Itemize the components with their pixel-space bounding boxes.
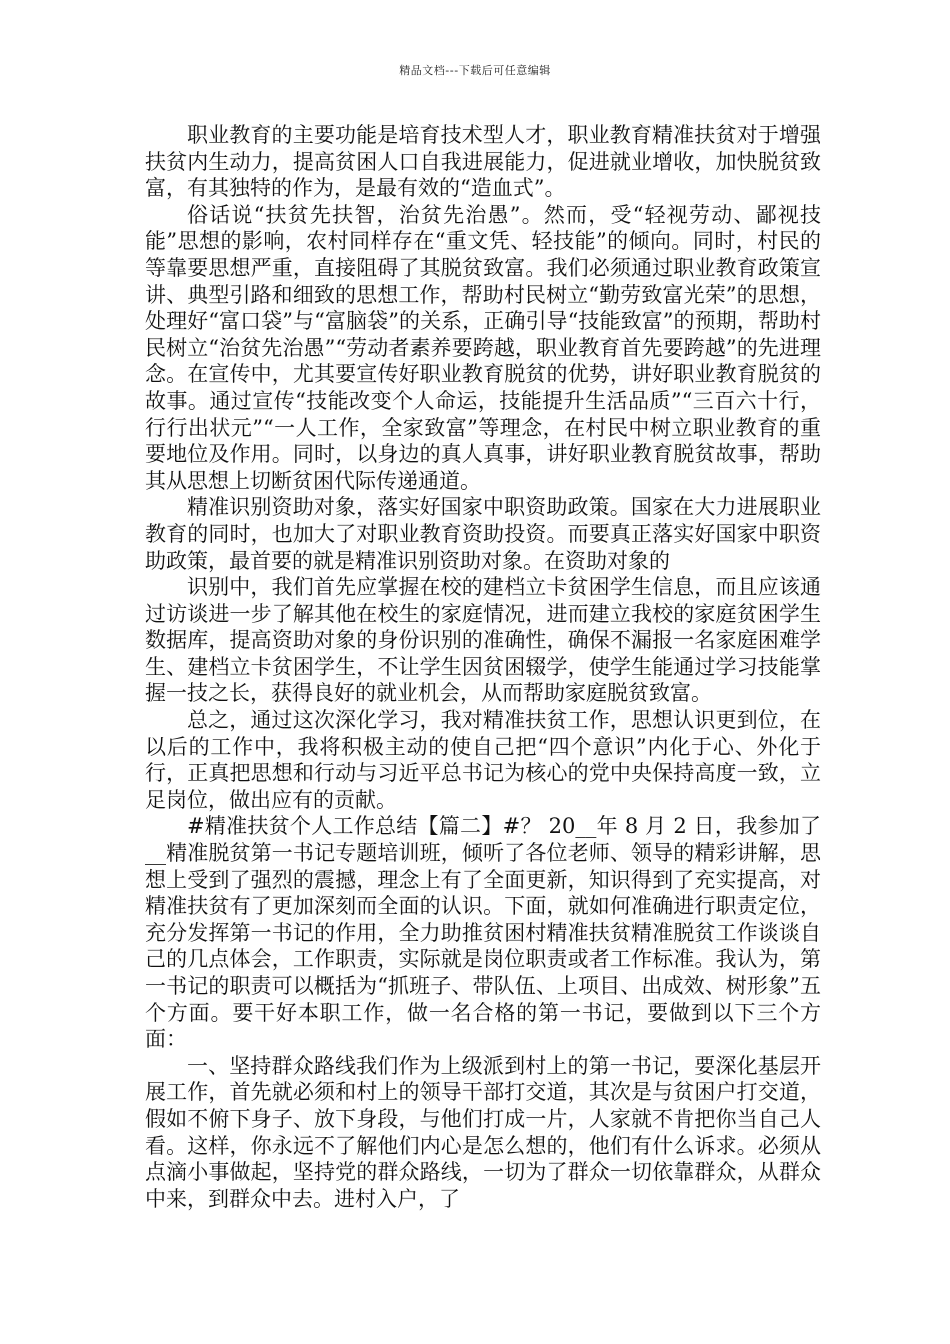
- paragraph-5: 总之，通过这次深化学习，我对精准扶贫工作，思想认识更到位，在以后的工作中，我将积极主动的使自己把“四个意识”内化于心、外化于行，正真把思想和行动与习近平总书记为核心的党中央保持高度一致，立足岗位，做出应有的贡献。: [145, 708, 821, 812]
- paragraph-3: 精准识别资助对象，落实好国家中职资助政策。国家在大力进展职业教育的同时，也加大了对职业教育资助投资。而要真正落实好国家中职资助政策，最首要的就是精准识别资助对象。在资助对象的: [145, 495, 821, 573]
- document-body: [145, 122, 821, 1212]
- paragraph-2: 俗话说“扶贫先扶智，治贫先治愚”。然而，受“轻视劳动、鄙视技能”思想的影响，农村同样存在“重文凭、轻技能”的倾向。同时，村民的等靠要思想严重，直接阻碍了其脱贫致富。我们必须通过职业教育政策宣讲、典型引路和细致的思想工作，帮助村民树立“勤劳致富光荣”的思想，处理好“富口袋”与“富脑袋”的关系，正确引导“技能致富”的预期，帮助村民树立“治贫先治愚”“劳动者素养要跨越，职业教育首先要跨越”的先进理念。在宣传中，尤其要宣传好职业教育脱贫的优势，讲好职业教育脱贫的故事。通过宣传“技能改变个人命运，技能提升生活品质”“三百六十行，行行出状元”“一人工作，全家致富”等理念，在村民中树立职业教育的重要地位及作用。同时，以身边的真人真事，讲好职业教育脱贫故事，帮助其从思想上切断贫困代际传递通道。: [145, 202, 821, 493]
- paragraph-4: 识别中，我们首先应掌握在校的建档立卡贫困学生信息，而且应该通过访谈进一步了解其他在校生的家庭情况，进而建立我校的家庭贫困学生数据库，提高资助对象的身份识别的准确性，确保不漏报一名家庭困难学生、建档立卡贫困学生，不让学生因贫困辍学，使学生能通过学习技能掌握一技之长，获得良好的就业机会，从而帮助家庭脱贫致富。: [145, 575, 821, 706]
- paragraph-6: #精准扶贫个人工作总结【篇二】#？ 20__年 8 月 2 日，我参加了__精准脱贫第一书记专题培训班，倾听了各位老师、领导的精彩讲解，思想上受到了强烈的震撼，理念上有了全面更新，知识得到了充实提高，对精准扶贫有了更加深刻而全面的认识。下面，就如何准确进行职责定位，充分发挥第一书记的作用，全力助推贫困村精准扶贫精准脱贫工作谈谈自己的几点体会，工作职责，实际就是岗位职责或者工作标准。我认为，第一书记的职责可以概括为“抓班子、带队伍、上项目、出成效、树形象”五个方面。要干好本职工作，做一名合格的第一书记，要做到以下三个方面：: [145, 814, 821, 1052]
- paragraph-7: 一、坚持群众路线我们作为上级派到村上的第一书记，要深化基层开展工作，首先就必须和村上的领导干部打交道，其次是与贫困户打交道，假如不俯下身子、放下身段，与他们打成一片，人家就不肯把你当自己人看。这样，你永远不了解他们内心是怎么想的，他们有什么诉求。必须从点滴小事做起，坚持党的群众路线，一切为了群众一切依靠群众，从群众中来，到群众中去。进村入户，了: [145, 1053, 821, 1211]
- page-header: 精品文档---下载后可任意编辑: [399, 64, 551, 77]
- paragraph-1: 职业教育的主要功能是培育技术型人才，职业教育精准扶贫对于增强扶贫内生动力，提高贫困人口自我进展能力，促进就业增收，加快脱贫致富，有其独特的作为，是最有效的“造血式”。: [145, 123, 821, 201]
